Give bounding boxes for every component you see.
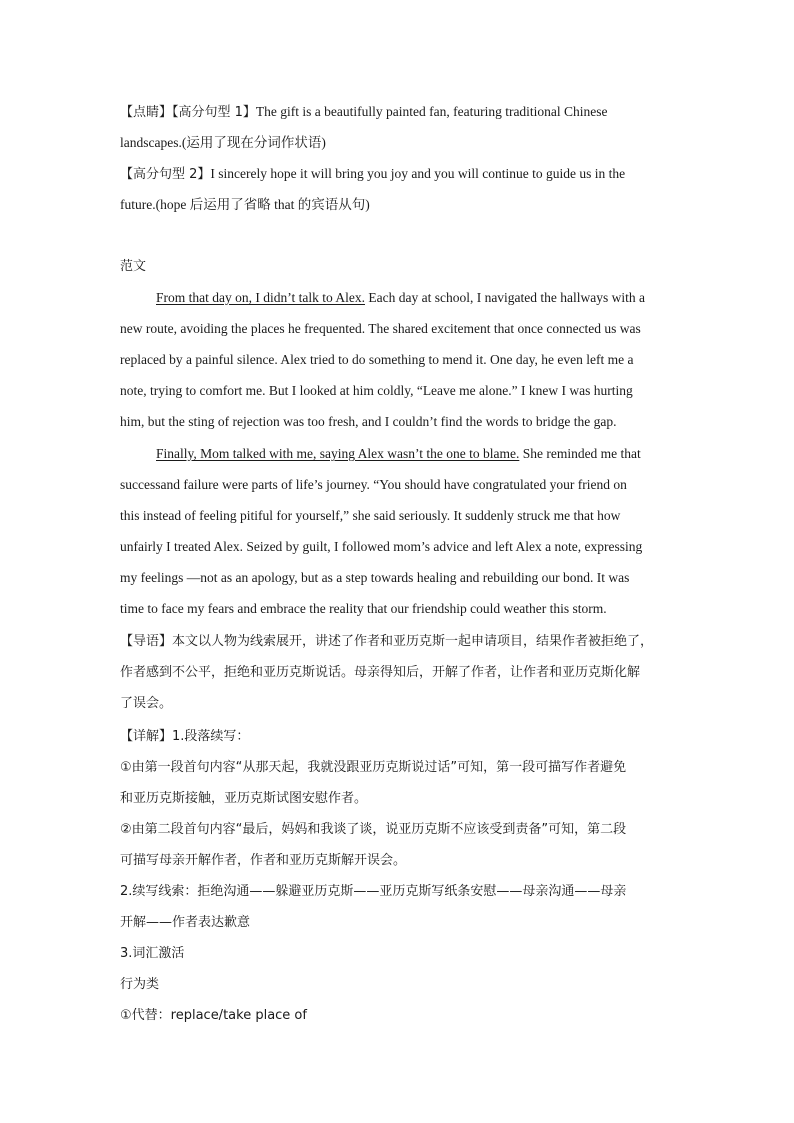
highlight-sentence-2-label: 【高分句型 2】 — [120, 167, 211, 182]
essay-p1-line-5: him, but the sting of rejection was too fresh, and I couldn’t find the words to bridge the gap. — [120, 414, 617, 429]
essay-p2-line-5: my feelings —not as an apology, but as a step towards healing and rebuilding our bond. It was — [120, 570, 630, 585]
essay-p2-line-6: time to face my fears and embrace the reality that our friendship could weather this storm. — [120, 601, 607, 616]
essay-p2-line-2: successand failure were parts of life’s journey. “You should have congratulated your friend on — [120, 477, 627, 492]
essay-p2-line-1 — [156, 445, 641, 463]
model-essay-heading: 范文 — [120, 259, 147, 274]
detail-line-8: 3.词汇激活 — [120, 946, 185, 961]
highlight-sentence-1-text: The gift is a beautifully painted fan, featuring traditional Chinese — [255, 104, 608, 119]
essay-p1-line-1-rest: Each day at school, I navigated the hallways with a — [364, 290, 646, 305]
guide-line-3: 了误会。 — [120, 696, 173, 711]
detail-line-7: 开解——作者表达歉意 — [120, 915, 251, 930]
essay-p1-opening-sentence: From that day on, I didn’t talk to Alex. — [156, 290, 365, 305]
detail-line-3: 和亚历克斯接触，亚历克斯试图安慰作者。 — [120, 791, 368, 806]
highlight-sentence-2-note: future.(hope 后运用了省略 that 的宾语从句) — [120, 197, 370, 212]
essay-p2-line-4: unfairly I treated Alex. Seized by guilt, I followed mom’s advice and left Alex a note, expressing — [120, 539, 643, 554]
essay-p1-line-2: new route, avoiding the places he frequented. The shared excitement that once connected us was — [120, 321, 641, 336]
essay-p1-line-4: note, trying to comfort me. But I looked at him coldly, “Leave me alone.” I knew I was hurting — [120, 383, 633, 398]
highlight-sentence-2 — [120, 165, 625, 184]
detail-line-10: ①代替：replace/take place of — [120, 1008, 307, 1023]
guide-line-1: 【导语】本文以人物为线索展开，讲述了作者和亚历克斯一起申请项目，结果作者被拒绝了， — [120, 634, 654, 649]
detail-line-5: 可描写母亲开解作者，作者和亚历克斯解开误会。 — [120, 853, 407, 868]
detail-line-9: 行为类 — [120, 977, 160, 992]
highlight-sentence-1 — [120, 103, 608, 122]
detail-line-6: 2.续写线索：拒绝沟通——躲避亚历克斯——亚历克斯写纸条安慰——母亲沟通——母亲 — [120, 884, 627, 899]
detail-line-4: ②由第二段首句内容“最后，妈妈和我谈了谈，说亚历克斯不应该受到责备”可知，第二段 — [120, 822, 627, 837]
highlight-sentence-1-label: 【点睛】【高分句型 1】 — [120, 105, 256, 120]
essay-p1-line-1 — [156, 289, 645, 307]
highlight-sentence-1-note: landscapes.(运用了现在分词作状语) — [120, 135, 326, 150]
essay-p2-opening-sentence: Finally, Mom talked with me, saying Alex wasn’t the one to blame. — [156, 446, 520, 461]
highlight-sentence-2-text: I sincerely hope it will bring you joy and you will continue to guide us in the — [210, 166, 626, 181]
guide-line-2: 作者感到不公平，拒绝和亚历克斯说话。母亲得知后，开解了作者，让作者和亚历克斯化解 — [120, 665, 641, 680]
detail-line-1: 【详解】1.段落续写： — [120, 729, 250, 744]
detail-line-2: ①由第一段首句内容“从那天起，我就没跟亚历克斯说过话”可知，第一段可描写作者避免 — [120, 760, 627, 775]
essay-p2-line-1-rest: She reminded me that — [519, 446, 641, 461]
essay-p1-line-3: replaced by a painful silence. Alex tried to do something to mend it. One day, he even left me a — [120, 352, 634, 367]
essay-p2-line-3: this instead of feeling pitiful for yourself,” she said seriously. It suddenly struck me that how — [120, 508, 621, 523]
